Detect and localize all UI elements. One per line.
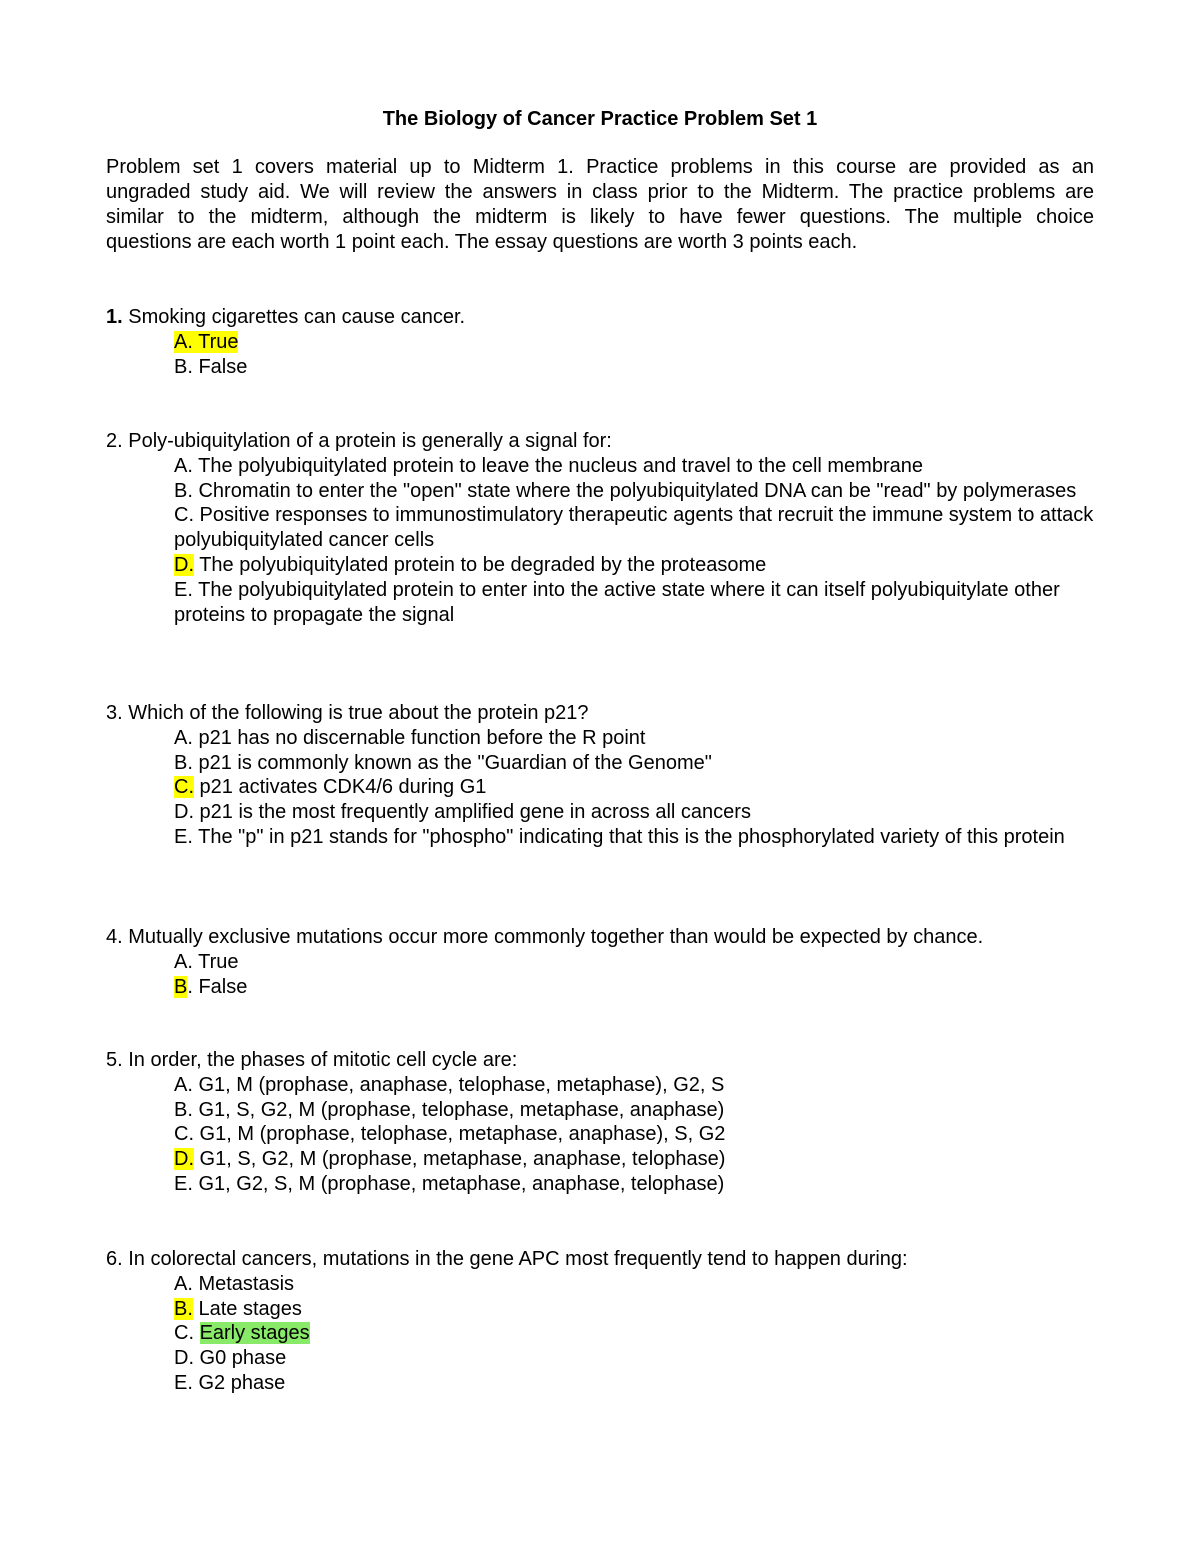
option-text bbox=[194, 1322, 200, 1344]
option-text: Late stages bbox=[192, 1297, 302, 1320]
question-3 bbox=[106, 701, 1106, 850]
question-number: 3. bbox=[106, 702, 123, 724]
intro-line: questions are each worth 1 point each. The essay questions are worth 3 points each. bbox=[106, 231, 858, 253]
question-number: 6. bbox=[106, 1248, 123, 1270]
question-number: 4. bbox=[106, 926, 123, 948]
question-1 bbox=[106, 305, 1106, 379]
option-e bbox=[106, 1371, 1104, 1396]
option-letter: E. bbox=[174, 578, 193, 601]
option-text: p21 is commonly known as the "Guardian of the Genome" bbox=[192, 751, 712, 774]
option-d bbox=[106, 553, 1104, 578]
option-a bbox=[106, 454, 1104, 479]
option-text: p21 activates CDK4/6 during G1 bbox=[194, 776, 487, 799]
option-letter: A. bbox=[174, 950, 193, 973]
question-text: In colorectal cancers, mutations in the gene APC most frequently tend to happen during: bbox=[122, 1248, 908, 1270]
option-letter: D. bbox=[174, 1347, 194, 1370]
option-text: G1, S, G2, M (prophase, metaphase, anaphase, telophase) bbox=[194, 1148, 726, 1171]
option-a bbox=[106, 1272, 1104, 1297]
option-letter: A. bbox=[174, 454, 193, 477]
option-text: G0 phase bbox=[194, 1347, 287, 1370]
option-letter: D. bbox=[174, 553, 194, 576]
option-letter: B. bbox=[174, 355, 193, 378]
option-text: False bbox=[192, 355, 248, 378]
intro-paragraph bbox=[106, 155, 1094, 255]
question-text: Smoking cigarettes can cause cancer. bbox=[122, 306, 466, 328]
option-text: . False bbox=[187, 975, 248, 998]
option-letter: D. bbox=[174, 801, 194, 824]
option-c bbox=[106, 775, 1104, 800]
option-letter: B. bbox=[174, 479, 193, 502]
option-text: The polyubiquitylated protein to be degraded by the proteasome bbox=[194, 553, 767, 576]
option-b bbox=[106, 479, 1104, 504]
question-text: Mutually exclusive mutations occur more commonly together than would be expected by chance. bbox=[122, 926, 984, 948]
page-title: The Biology of Cancer Practice Problem Set 1 bbox=[382, 108, 818, 130]
option-letter: E. bbox=[174, 825, 193, 848]
option-letter: B. bbox=[174, 1297, 193, 1320]
option-letter: C. bbox=[174, 776, 194, 799]
option-b bbox=[106, 355, 1104, 380]
question-stem bbox=[106, 701, 1106, 726]
question-2 bbox=[106, 429, 1106, 627]
option-e bbox=[106, 825, 1104, 850]
question-text: In order, the phases of mitotic cell cycle are: bbox=[122, 1049, 518, 1071]
option-c bbox=[106, 503, 1104, 553]
question-stem bbox=[106, 1247, 1106, 1272]
option-text: G1, S, G2, M (prophase, telophase, metaphase, anaphase) bbox=[192, 1098, 725, 1121]
option-text: G2 phase bbox=[192, 1371, 286, 1394]
question-text: Poly-ubiquitylation of a protein is generally a signal for: bbox=[122, 430, 612, 452]
option-a bbox=[106, 950, 1104, 975]
option-letter: C. bbox=[174, 1123, 194, 1146]
option-text: Metastasis bbox=[192, 1272, 295, 1295]
option-letter: C. bbox=[174, 1322, 194, 1345]
option-letter: D. bbox=[174, 1148, 194, 1171]
question-stem bbox=[106, 429, 1106, 454]
option-a bbox=[106, 726, 1104, 751]
option-letter: B. bbox=[174, 751, 193, 774]
option-text: The polyubiquitylated protein to enter into the active state where it can itself polyubiquitylate other proteins to propagate the signal bbox=[174, 578, 1060, 626]
option-letter: B bbox=[174, 975, 188, 998]
option-e bbox=[106, 1172, 1104, 1197]
option-e bbox=[106, 578, 1104, 628]
option-text: G1, M (prophase, anaphase, telophase, metaphase), G2, S bbox=[192, 1073, 725, 1096]
option-letter: E. bbox=[174, 1172, 193, 1195]
option-b bbox=[106, 1297, 1104, 1322]
question-stem bbox=[106, 925, 1106, 950]
option-d bbox=[106, 1147, 1104, 1172]
question-6 bbox=[106, 1247, 1106, 1396]
option-b bbox=[106, 1098, 1104, 1123]
option-letter: A. bbox=[174, 1272, 193, 1295]
intro-line: similar to the midterm, although the midterm is likely to have fewer questions. The multiple choice bbox=[106, 206, 1094, 228]
option-text: p21 is the most frequently amplified gene in across all cancers bbox=[194, 801, 751, 824]
question-number: 2. bbox=[106, 430, 123, 452]
question-stem bbox=[106, 1048, 1106, 1073]
option-text: Positive responses to immunostimulatory therapeutic agents that recruit the immune system to attack polyubiquitylated cancer cells bbox=[174, 504, 1094, 552]
option-letter: A. bbox=[174, 726, 193, 749]
option-text: Chromatin to enter the "open" state where the polyubiquitylated DNA can be "read" by polymerases bbox=[192, 479, 1077, 502]
option-letter: B. bbox=[174, 1098, 193, 1121]
option-text: p21 has no discernable function before the R point bbox=[192, 726, 646, 749]
option-text: True bbox=[192, 330, 239, 353]
option-c bbox=[106, 1122, 1104, 1147]
intro-line: Problem set 1 covers material up to Midterm 1. Practice problems in this course are provided as an bbox=[106, 156, 1094, 178]
option-a bbox=[106, 330, 1104, 355]
question-4 bbox=[106, 925, 1106, 999]
option-c bbox=[106, 1321, 1104, 1346]
option-letter: A. bbox=[174, 1073, 193, 1096]
option-b bbox=[106, 975, 1104, 1000]
intro-line: ungraded study aid. We will review the answers in class prior to the Midterm. The practice problems are bbox=[106, 181, 1094, 203]
option-text: G1, M (prophase, telophase, metaphase, anaphase), S, G2 bbox=[194, 1123, 726, 1146]
option-letter: A. bbox=[174, 330, 193, 353]
option-text: The "p" in p21 stands for "phospho" indicating that this is the phosphorylated variety of this protein bbox=[192, 825, 1065, 848]
question-text: Which of the following is true about the protein p21? bbox=[122, 702, 589, 724]
question-number: 5. bbox=[106, 1049, 123, 1071]
question-number: 1. bbox=[106, 306, 123, 328]
option-text-highlighted: Early stages bbox=[199, 1322, 310, 1345]
option-text: G1, G2, S, M (prophase, metaphase, anaphase, telophase) bbox=[192, 1172, 725, 1195]
option-text: The polyubiquitylated protein to leave the nucleus and travel to the cell membrane bbox=[192, 454, 923, 477]
question-5 bbox=[106, 1048, 1106, 1197]
option-text: True bbox=[192, 950, 239, 973]
option-d bbox=[106, 1346, 1104, 1371]
option-a bbox=[106, 1073, 1104, 1098]
option-b bbox=[106, 751, 1104, 776]
option-letter: E. bbox=[174, 1371, 193, 1394]
option-d bbox=[106, 800, 1104, 825]
question-stem bbox=[106, 305, 1106, 330]
option-letter: C. bbox=[174, 504, 194, 527]
